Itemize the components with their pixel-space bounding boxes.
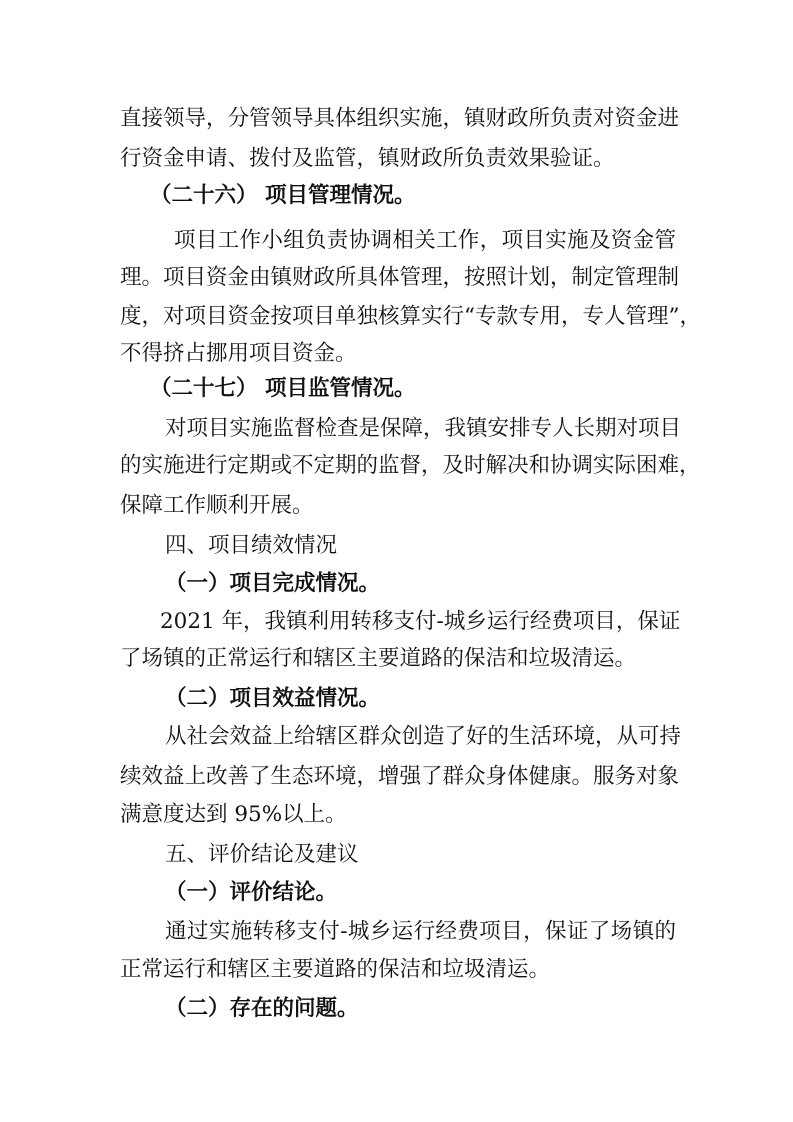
text-line: 续效益上改善了生态环境，增强了群众身体健康。服务对象: [120, 764, 680, 789]
text-line: 正常运行和辖区主要道路的保洁和垃圾清运。: [120, 957, 551, 982]
text-line: 项目工作小组负责协调相关工作，项目实施及资金管: [174, 228, 676, 253]
section-heading-conclusion: 五、评价结论及建议: [165, 842, 359, 867]
text-line: 从社会效益上给辖区群众创造了好的生活环境，从可持: [165, 724, 682, 749]
text-line: 通过实施转移支付-城乡运行经费项目，保证了场镇的: [165, 919, 676, 944]
subheading-problems: （二）存在的问题。: [165, 996, 359, 1021]
subheading-benefits: （二）项目效益情况。: [165, 686, 381, 711]
text-line: 满意度达到 95%以上。: [120, 802, 347, 827]
heading-project-supervision: （二十七） 项目监管情况。: [150, 376, 416, 401]
text-line: 直接领导，分管领导具体组织实施，镇财政所负责对资金进: [120, 106, 680, 131]
text-line: 理。项目资金由镇财政所具体管理，按照计划，制定管理制: [120, 265, 680, 290]
text-line: 2021 年，我镇利用转移支付-城乡运行经费项目，保证: [160, 609, 681, 634]
text-line: 行资金申请、拨付及监管，镇财政所负责效果验证。: [120, 146, 615, 171]
section-heading-performance: 四、项目绩效情况: [165, 533, 338, 558]
text-line: 的实施进行定期或不定期的监督，及时解决和协调实际困难，: [120, 453, 701, 478]
text-line: 了场镇的正常运行和辖区主要道路的保洁和垃圾清运。: [120, 646, 637, 671]
text-line: 度，对项目资金按项目单独核算实行“专款专用，专人管理”，: [120, 304, 701, 329]
subheading-evaluation: （一）评价结论。: [165, 880, 338, 905]
text-line: 保障工作顺利开展。: [120, 493, 314, 518]
text-line: 对项目实施监督检查是保障，我镇安排专人长期对项目: [165, 416, 682, 441]
heading-project-management: （二十六） 项目管理情况。: [150, 183, 416, 208]
text-line: 不得挤占挪用项目资金。: [120, 341, 357, 366]
subheading-completion: （一）项目完成情况。: [165, 571, 381, 596]
